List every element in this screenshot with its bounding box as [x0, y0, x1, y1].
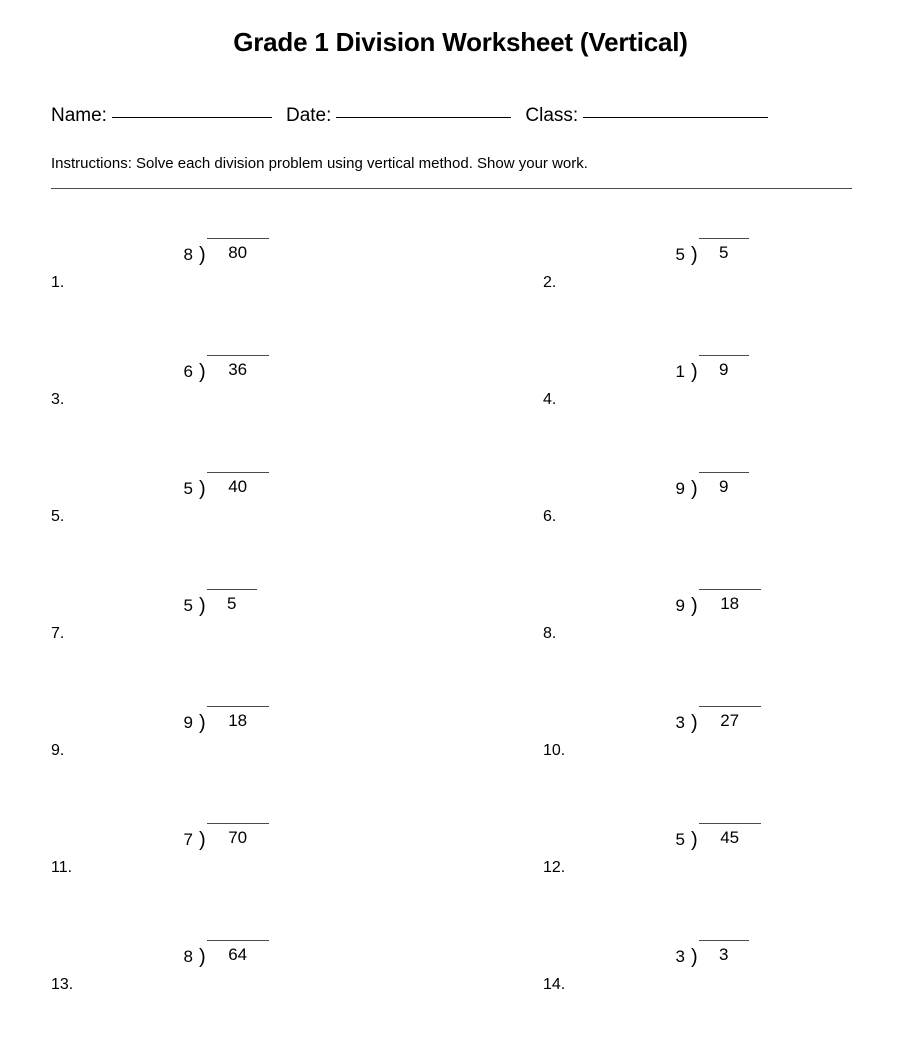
dividend-bar [207, 940, 269, 963]
class-label: Class: [525, 105, 579, 126]
dividend-bar [207, 472, 269, 495]
date-label: Date: [285, 105, 332, 126]
divisor: 8 [183, 245, 193, 264]
dividend: 36 [228, 360, 248, 379]
problem-number: 11. [51, 859, 73, 876]
division-expression [673, 478, 749, 501]
problem-number: 1. [51, 274, 65, 291]
dividend-bar [699, 589, 761, 612]
division-bracket-icon: ) [199, 595, 206, 617]
divisor: 8 [183, 947, 193, 966]
division-expression [673, 712, 761, 735]
division-expression [181, 478, 269, 501]
division-bracket-icon: ) [199, 829, 206, 851]
problem-cell [51, 466, 471, 583]
divisor: 1 [675, 362, 685, 381]
division-expression [673, 946, 749, 969]
dividend-bar [699, 355, 749, 378]
problem-number: 2. [543, 274, 557, 291]
division-bracket-icon: ) [691, 829, 698, 851]
divisor: 3 [675, 713, 685, 732]
divisor: 9 [675, 596, 685, 615]
division-bracket-icon: ) [199, 946, 206, 968]
instructions-text: Instructions: Solve each division problem using vertical method. Show your work. [51, 155, 588, 172]
division-bracket-icon: ) [691, 712, 698, 734]
problem-row [0, 466, 921, 583]
problem-cell [543, 583, 921, 700]
dividend: 18 [720, 594, 740, 613]
dividend: 9 [718, 360, 729, 379]
dividend-bar [699, 706, 761, 729]
divisor: 6 [183, 362, 193, 381]
division-expression [673, 244, 749, 267]
dividend: 9 [718, 477, 729, 496]
division-bracket-icon: ) [691, 946, 698, 968]
division-expression [673, 361, 749, 384]
problems-grid [0, 232, 921, 1051]
problem-cell [51, 700, 471, 817]
problem-number: 12. [543, 859, 566, 876]
dividend-bar [207, 589, 257, 612]
divisor: 5 [675, 830, 685, 849]
problem-number: 14. [543, 976, 566, 993]
division-expression [181, 829, 269, 852]
dividend-bar [699, 238, 749, 261]
division-bracket-icon: ) [199, 361, 206, 383]
divisor: 5 [675, 245, 685, 264]
student-info-line [51, 105, 861, 127]
problem-number: 10. [543, 742, 566, 759]
problem-cell [51, 349, 471, 466]
division-bracket-icon: ) [691, 595, 698, 617]
problem-cell [543, 466, 921, 583]
dividend: 27 [720, 711, 740, 730]
problem-cell [51, 934, 471, 1051]
divisor: 7 [183, 830, 193, 849]
divisor: 3 [675, 947, 685, 966]
problem-number: 4. [543, 391, 557, 408]
problem-cell [543, 817, 921, 934]
division-expression [673, 829, 761, 852]
problem-number: 5. [51, 508, 65, 525]
division-expression [181, 712, 269, 735]
class-field-blank[interactable] [583, 117, 768, 118]
dividend: 70 [228, 828, 248, 847]
dividend-bar [207, 706, 269, 729]
dividend-bar [207, 355, 269, 378]
division-bracket-icon: ) [199, 478, 206, 500]
date-field-blank[interactable] [336, 117, 511, 118]
problem-row [0, 349, 921, 466]
dividend: 5 [226, 594, 237, 613]
problem-cell [543, 700, 921, 817]
problem-cell [543, 232, 921, 349]
problem-number: 9. [51, 742, 65, 759]
problem-cell [51, 817, 471, 934]
division-expression [673, 595, 761, 618]
problem-number: 13. [51, 976, 74, 993]
problem-row [0, 817, 921, 934]
dividend-bar [207, 823, 269, 846]
division-expression [181, 361, 269, 384]
problem-row [0, 232, 921, 349]
division-expression [181, 946, 269, 969]
divisor: 5 [183, 479, 193, 498]
dividend-bar [699, 472, 749, 495]
division-bracket-icon: ) [199, 712, 206, 734]
name-label: Name: [51, 105, 107, 126]
problem-number: 7. [51, 625, 65, 642]
dividend: 40 [228, 477, 248, 496]
dividend: 18 [228, 711, 248, 730]
dividend: 80 [228, 243, 248, 262]
page-title: Grade 1 Division Worksheet (Vertical) [233, 27, 688, 57]
dividend: 5 [718, 243, 729, 262]
dividend-bar [699, 940, 749, 963]
division-expression [181, 595, 257, 618]
division-bracket-icon: ) [691, 361, 698, 383]
divisor: 9 [675, 479, 685, 498]
division-bracket-icon: ) [691, 478, 698, 500]
problem-row [0, 700, 921, 817]
problem-row [0, 934, 921, 1051]
problem-row [0, 583, 921, 700]
division-expression [181, 244, 269, 267]
problem-cell [543, 934, 921, 1051]
divisor: 9 [183, 713, 193, 732]
problem-number: 8. [543, 625, 557, 642]
dividend: 45 [720, 828, 740, 847]
division-bracket-icon: ) [691, 244, 698, 266]
problem-cell [51, 232, 471, 349]
division-bracket-icon: ) [199, 244, 206, 266]
problem-number: 6. [543, 508, 557, 525]
name-field-blank[interactable] [112, 117, 272, 118]
dividend: 3 [718, 945, 729, 964]
dividend-bar [207, 238, 269, 261]
problem-number: 3. [51, 391, 65, 408]
divisor: 5 [183, 596, 193, 615]
header-divider [51, 188, 852, 189]
problem-cell [543, 349, 921, 466]
problem-cell [51, 583, 471, 700]
dividend-bar [699, 823, 761, 846]
dividend: 64 [228, 945, 248, 964]
